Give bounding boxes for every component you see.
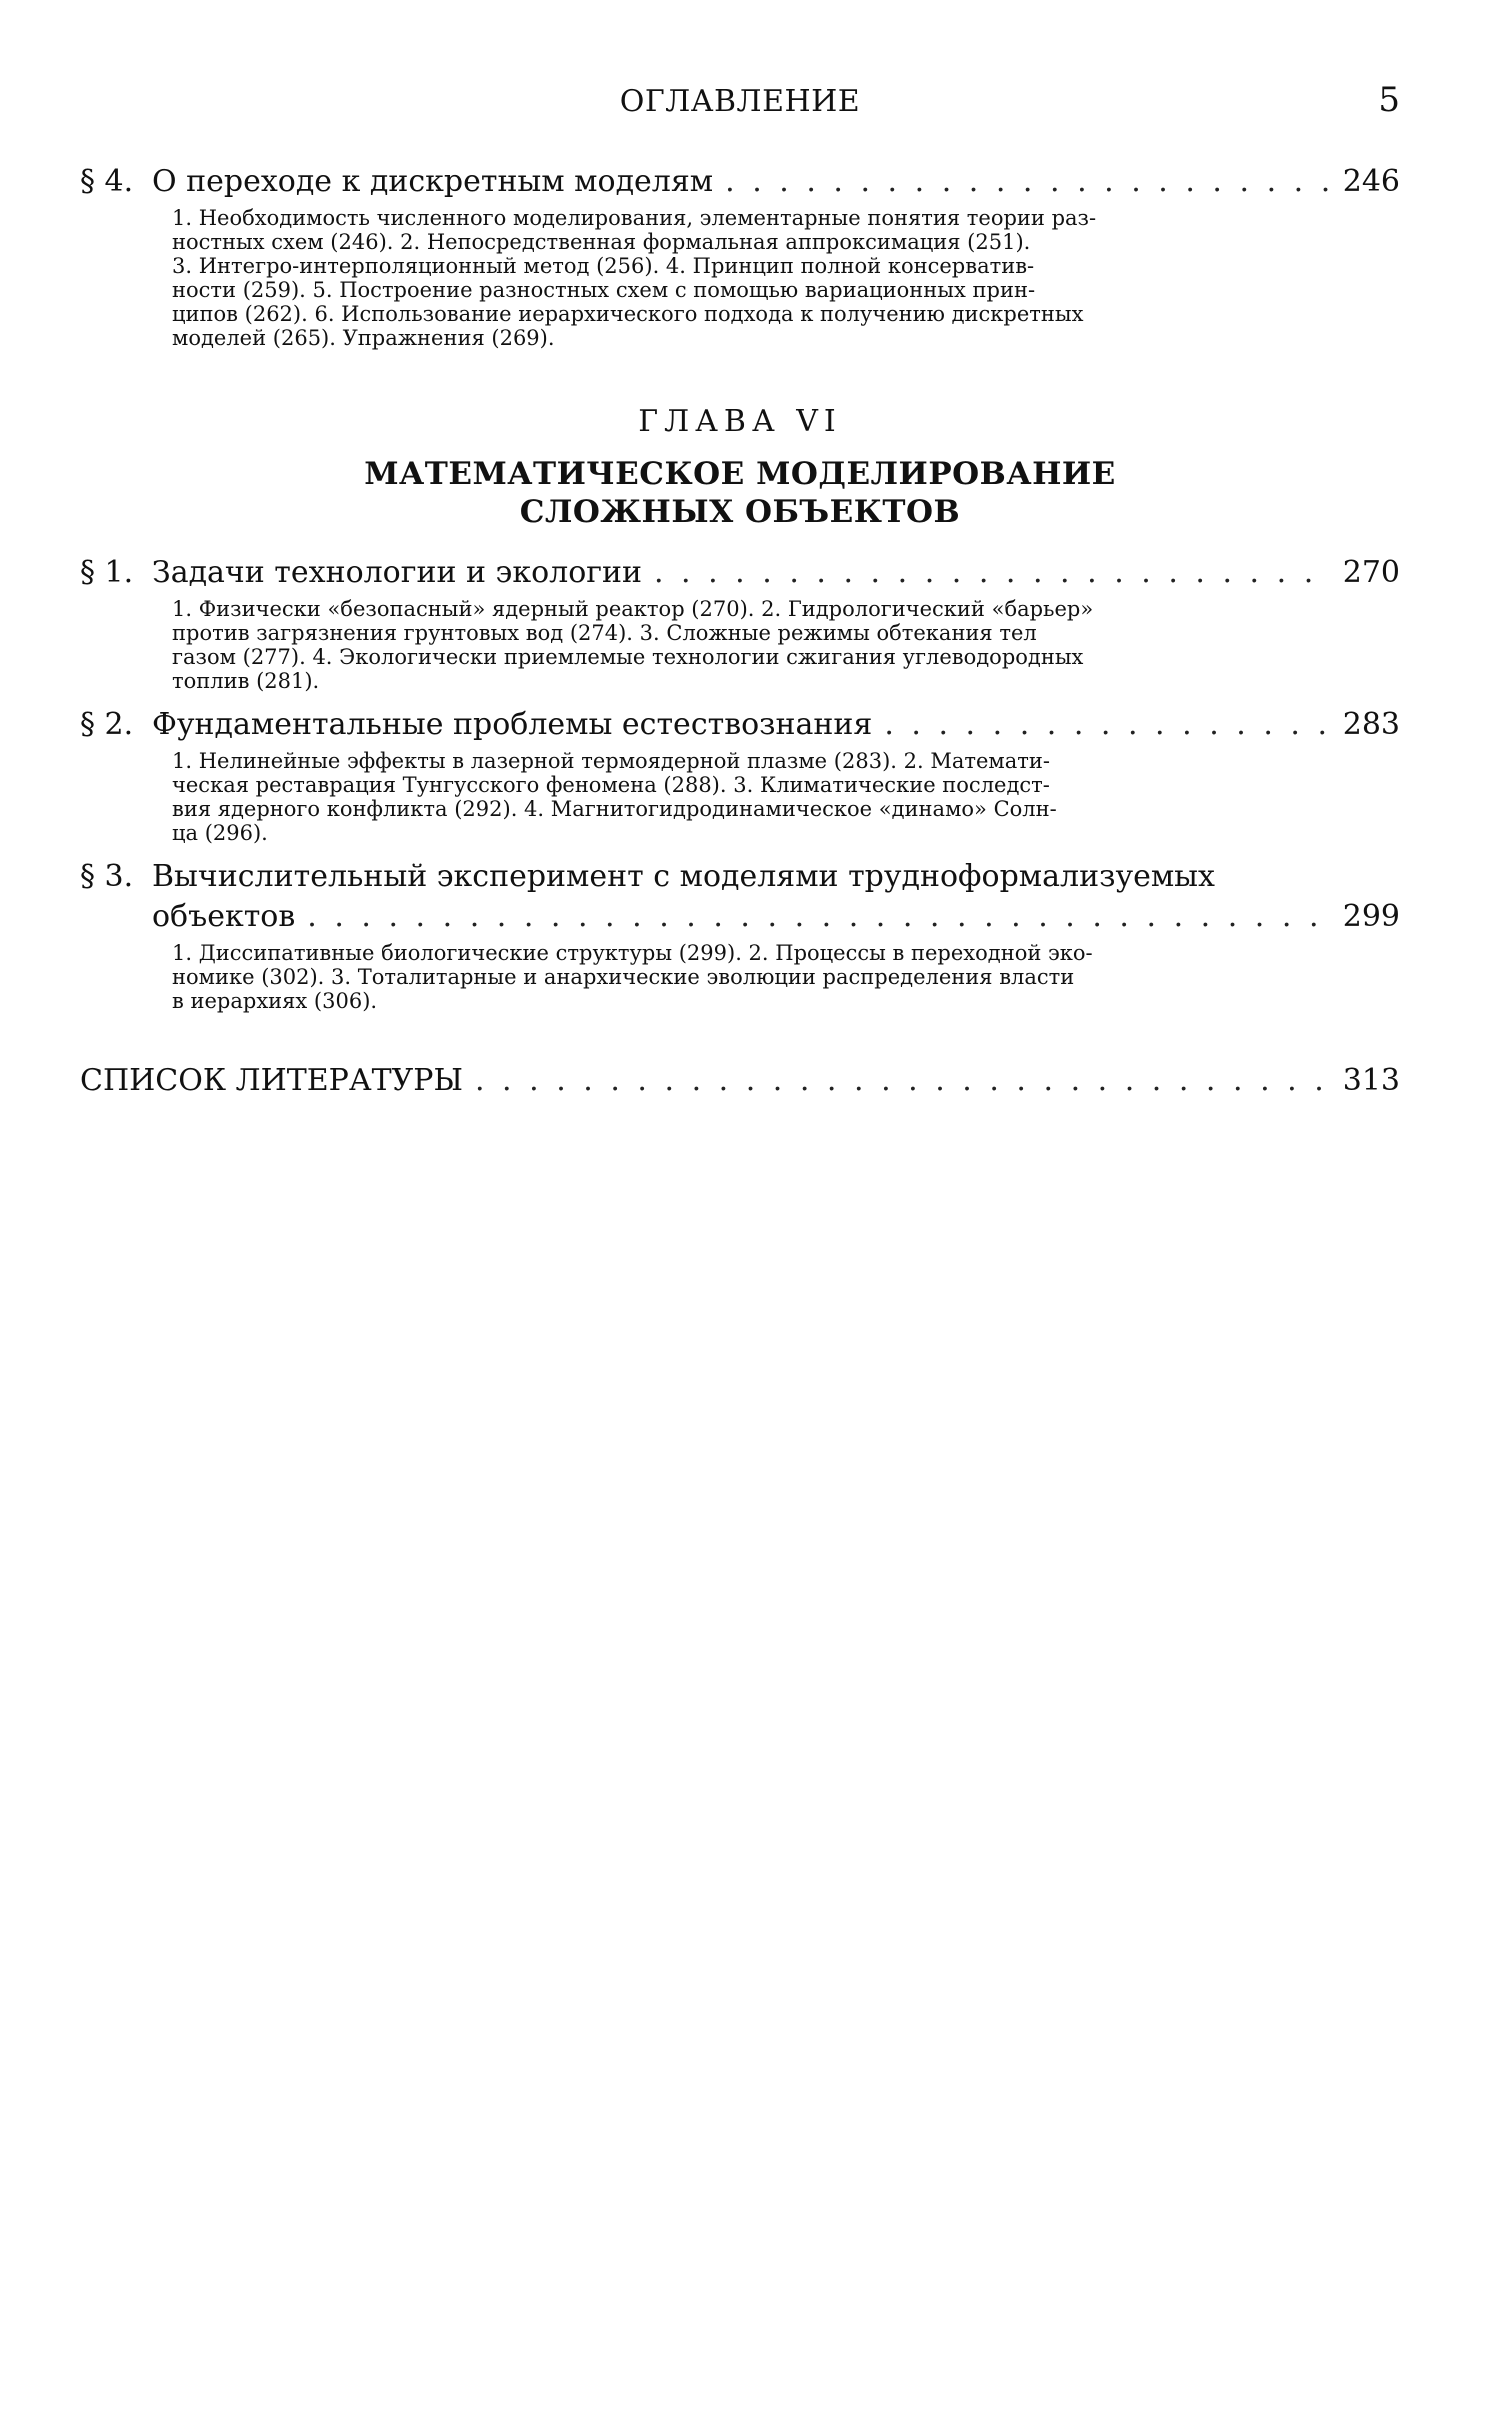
section-mark: § 1. xyxy=(80,555,134,590)
subsection-list xyxy=(172,941,1282,1013)
subsection-list xyxy=(172,749,1282,845)
section-mark: § 4. xyxy=(80,164,134,199)
subsection-line: вия ядерного конфликта (292). 4. Магнитогидродинамическое «динамо» Солн- xyxy=(172,797,1057,821)
toc-entry-line xyxy=(80,553,1400,593)
subsection-line: топлив (281). xyxy=(172,669,320,693)
chapter-title-line: СЛОЖНЫХ ОБЪЕКТОВ xyxy=(519,494,961,530)
page-ref: 246 xyxy=(1342,164,1400,199)
bibliography-title: СПИСОК ЛИТЕРАТУРЫ xyxy=(80,1063,463,1098)
toc-entry-section-2 xyxy=(80,705,1400,845)
dot-leader xyxy=(725,162,1328,202)
page-ref: 270 xyxy=(1342,555,1400,590)
running-head xyxy=(80,80,1400,128)
subsection-line: 1. Необходимость численного моделирования, элементарные понятия теории раз- xyxy=(172,206,1097,230)
subsection-line: 1. Нелинейные эффекты в лазерной термоядерной плазме (283). 2. Математи- xyxy=(172,749,1050,773)
subsection-line: ческая реставрация Тунгусского феномена (288). 3. Климатические последст- xyxy=(172,773,1050,797)
section-title: Фундаментальные проблемы естествознания xyxy=(152,707,873,742)
chapter-title-line: МАТЕМАТИЧЕСКОЕ МОДЕЛИРОВАНИЕ xyxy=(364,456,1116,492)
dot-leader xyxy=(307,897,1328,937)
page-ref: 283 xyxy=(1342,707,1400,742)
subsection-line: против загрязнения грунтовых вод (274). 3. Сложные режимы обтекания тел xyxy=(172,621,1037,645)
subsection-line: ностных схем (246). 2. Непосредственная формальная аппроксимация (251). xyxy=(172,230,1031,254)
section-mark: § 3. xyxy=(80,859,134,894)
subsection-line: ности (259). 5. Построение разностных схем с помощью вариационных прин- xyxy=(172,278,1036,302)
page-number: 5 xyxy=(1378,80,1400,120)
page-ref: 299 xyxy=(1342,899,1400,934)
toc-page xyxy=(80,80,1400,1101)
section-title-continuation: объектов xyxy=(152,899,296,934)
toc-entry-bibliography xyxy=(80,1061,1400,1101)
subsection-line: 3. Интегро-интерполяционный метод (256). 4. Принцип полной консерватив- xyxy=(172,254,1035,278)
dot-leader xyxy=(475,1061,1328,1101)
subsection-line: в иерархиях (306). xyxy=(172,989,378,1013)
subsection-list xyxy=(172,597,1282,693)
subsection-line: ца (296). xyxy=(172,821,268,845)
toc-entry-line xyxy=(80,857,1400,897)
toc-entry-section-4 xyxy=(80,162,1400,350)
subsection-line: номике (302). 3. Тоталитарные и анархические эволюции распределения власти xyxy=(172,965,1075,989)
toc-entry-line xyxy=(80,1061,1400,1101)
section-title: Задачи технологии и экологии xyxy=(152,555,642,590)
running-title: ОГЛАВЛЕНИЕ xyxy=(619,84,861,119)
subsection-list xyxy=(172,206,1282,350)
page-ref: 313 xyxy=(1342,1063,1400,1098)
subsection-line: 1. Физически «безопасный» ядерный реактор (270). 2. Гидрологический «барьер» xyxy=(172,597,1094,621)
toc-entry-line xyxy=(80,897,1400,937)
chapter-title xyxy=(80,455,1400,531)
toc-entry-line xyxy=(80,705,1400,745)
chapter-label: ГЛАВА VI xyxy=(638,404,842,439)
subsection-line: газом (277). 4. Экологически приемлемые технологии сжигания углеводородных xyxy=(172,645,1084,669)
toc-entry-line xyxy=(80,162,1400,202)
subsection-line: ципов (262). 6. Использование иерархического подхода к получению дискретных xyxy=(172,302,1084,326)
toc-entry-section-3 xyxy=(80,857,1400,1013)
subsection-line: моделей (265). Упражнения (269). xyxy=(172,326,555,350)
toc-entry-section-1 xyxy=(80,553,1400,693)
dot-leader xyxy=(884,705,1328,745)
section-mark: § 2. xyxy=(80,707,134,742)
section-title: О переходе к дискретным моделям xyxy=(152,164,714,199)
subsection-line: 1. Диссипативные биологические структуры (299). 2. Процессы в переходной эко- xyxy=(172,941,1093,965)
dot-leader xyxy=(654,553,1328,593)
section-title: Вычислительный эксперимент с моделями трудноформализуемых xyxy=(152,859,1215,894)
